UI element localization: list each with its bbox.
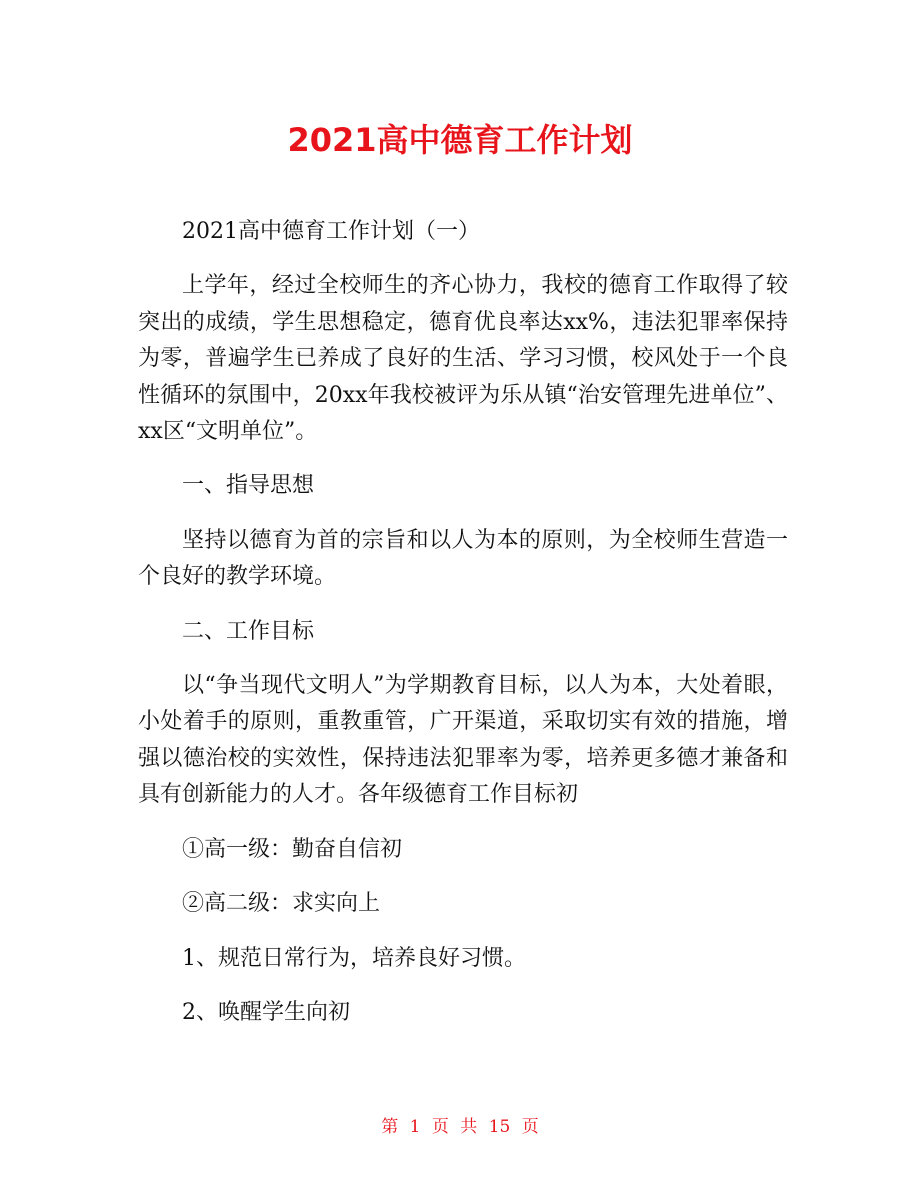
list-item-grade-two: ②高二级：求实向上: [182, 891, 381, 917]
document-title: 2021高中德育工作计划: [287, 121, 633, 159]
list-item-2: 2、唤醒学生向初: [182, 999, 350, 1025]
document-body: [138, 214, 788, 1049]
heading-guiding-thought: 一、指导思想: [182, 473, 315, 499]
heading-work-goals: 二、工作目标: [182, 618, 315, 644]
list-item-grade-one: ①高一级：勤奋自信初: [182, 836, 403, 862]
paragraph-subtitle: 2021高中德育工作计划（一）: [182, 219, 480, 244]
paragraph-intro: 上学年，经过全校师生的齐心协力，我校的德育工作取得了较突出的成绩，学生思想稳定，德育优良率达xx%，违法犯罪率保持为零，普遍学生已养成了良好的生活、学习习惯，校风处于一个良性循环的氛围中，20xx年我校被评为乐从镇“治安管理先进单位”、xx区“文明单位”。: [138, 273, 788, 445]
paragraph-guiding-thought: 坚持以德育为首的宗旨和以人为本的原则，为全校师生营造一个良好的教学环境。: [138, 527, 788, 590]
paragraph-work-goals: 以“争当现代文明人”为学期教育目标，以人为本，大处着眼，小处着手的原则，重教重管，广开渠道，采取切实有效的措施，增强以德治校的实效性，保持违法犯罪率为零，培养更多德才兼备和具有创新能力的人才。各年级德育工作目标初: [138, 673, 788, 808]
list-item-1: 1、规范日常行为，培养良好习惯。: [182, 945, 526, 971]
page-number-footer: 第 1 页 共 15 页: [381, 1117, 539, 1137]
